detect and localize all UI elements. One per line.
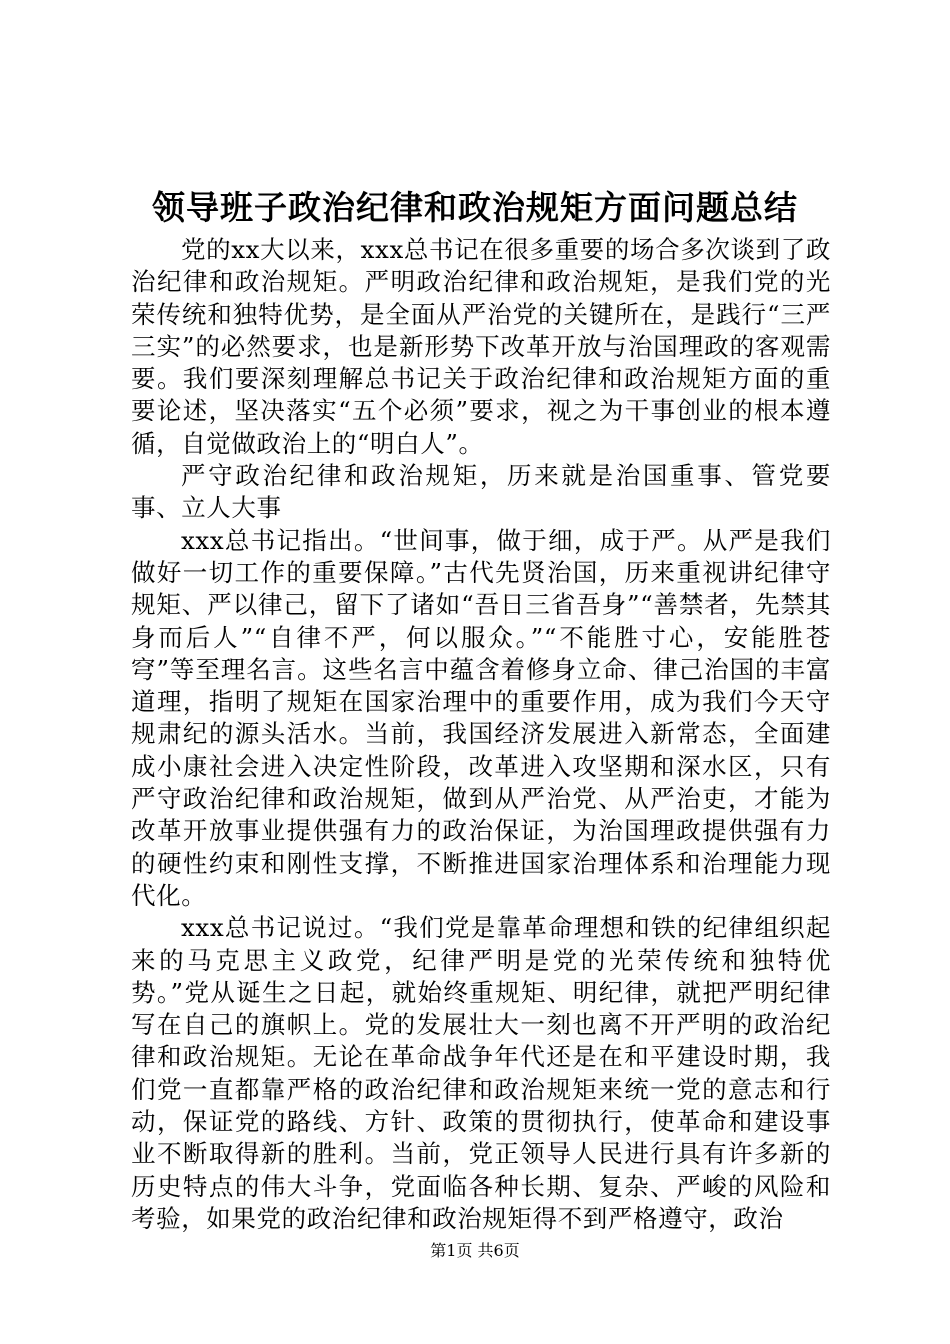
- document-title: 领导班子政治纪律和政治规矩方面问题总结: [152, 188, 798, 227]
- paragraph-4: xxx总书记说过。“我们党是靠革命理想和铁的纪律组织起来的马克思主义政党，纪律严明是党的光荣传统和独特优势。”党从诞生之日起，就始终重规矩、明纪律，就把严明纪律写在自己的旗帜上。党的发展壮大一刻也离不开严明的政治纪律和政治规矩。无论在革命战争年代还是在和平建设时期，我们党一直都靠严格的政治纪律和政治规矩来统一党的意志和行动，保证党的路线、方针、政策的贯彻执行，使革命和建设事业不断取得新的胜利。当前，党正领导人民进行具有许多新的历史特点的伟大斗争，党面临各种长期、复杂、严峻的风险和考验，如果党的政治纪律和政治规矩得不到严格遵守，政治: [131, 913, 831, 1233]
- paragraph-1: 党的xx大以来，xxx总书记在很多重要的场合多次谈到了政治纪律和政治规矩。严明政治纪律和政治规矩，是我们党的光荣传统和独特优势，是全面从严治党的关键所在，是践行“三严三实”的必然要求，也是新形势下改革开放与治国理政的客观需要。我们要深刻理解总书记关于政治纪律和政治规矩方面的重要论述，坚决落实“五个必须”要求，视之为干事创业的根本遵循，自觉做政治上的“明白人”。: [131, 235, 831, 458]
- paragraph-2: 严守政治纪律和政治规矩，历来就是治国重事、管党要事、立人大事: [131, 461, 831, 523]
- page-footer: 第1页 共6页: [430, 1241, 520, 1260]
- document-body: [131, 234, 831, 1235]
- paragraph-3: xxx总书记指出。“世间事，做于细，成于严。从严是我们做好一切工作的重要保障。”古代先贤治国，历来重视讲纪律守规矩、严以律己，留下了诸如“吾日三省吾身”“善禁者，先禁其身而后人”“自律不严，何以服众。”“不能胜寸心，安能胜苍穹”等至理名言。这些名言中蕴含着修身立命、律己治国的丰富道理，指明了规矩在国家治理中的重要作用，成为我们今天守规肃纪的源头活水。当前，我国经济发展进入新常态，全面建成小康社会进入决定性阶段，改革进入攻坚期和深水区，只有严守政治纪律和政治规矩，做到从严治党、从严治吏，才能为改革开放事业提供强有力的政治保证，为治国理政提供强有力的硬性约束和刚性支撑，不断推进国家治理体系和治理能力现代化。: [131, 525, 831, 910]
